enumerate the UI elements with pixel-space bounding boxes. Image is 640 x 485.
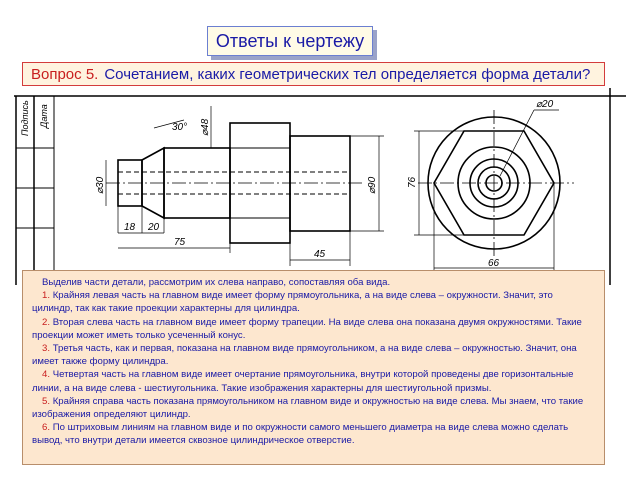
answer-item (32, 289, 596, 315)
answer-item-number: 4. (42, 369, 51, 381)
answer-item (32, 316, 596, 342)
answer-item-text: Крайняя левая часть на главном виде имеет форму прямоугольника, а на виде слева – окружности. Значит, это цилиндр, так как такие проекции характерны для цилиндра. (32, 290, 553, 315)
answer-item-text: По штриховым линиям на главном виде и по окружности самого меньшего диаметра на виде слева можно сделать вывод, что внутри детали имеется сквозное цилиндрическое отверстие. (32, 422, 569, 447)
answer-item-number: 3. (42, 343, 51, 355)
answer-item (32, 368, 596, 394)
dim-diameter-48: ⌀48 (200, 118, 211, 136)
dim-30-degrees: 30° (172, 122, 188, 133)
dim-diameter-90: ⌀90 (367, 176, 378, 194)
answer-item-text: Крайняя справа часть показана прямоугольником на главном виде и окружностью на виде слева. Мы знаем, что такие изображения определяют цилиндр. (32, 395, 584, 421)
answer-item (32, 421, 596, 447)
dim-width-76: 76 (407, 176, 418, 188)
answer-panel (22, 270, 605, 465)
page-title: Ответы к чертежу (215, 30, 365, 51)
dim-length-18: 18 (124, 222, 136, 233)
question-banner (22, 62, 605, 86)
answer-intro: Выделив части детали, рассмотрим их слева направо, сопоставляя оба вида. (42, 277, 391, 288)
question-text: Сочетанием, каких геометрических тел определяется форма детали? (104, 65, 591, 83)
title-box (207, 26, 373, 56)
answer-item (32, 342, 596, 368)
answer-item-text: Третья часть, как и первая, показана на главном виде прямоугольником, а на виде слева – окружностью. Значит, она имеет также форму цилиндра. (32, 343, 577, 368)
dim-diameter-20: ⌀20 (536, 99, 554, 110)
dim-width-66: 66 (488, 258, 500, 269)
answer-item-number: 6. (42, 422, 51, 434)
dim-length-20: 20 (148, 222, 160, 233)
answer-item-number: 5. (42, 395, 51, 407)
answer-item-text: Вторая слева часть на главном виде имеет форму трапеции. На виде слева она показана двумя окружностями. Такие проекции может иметь только усеченный конус. (32, 316, 582, 341)
answer-item-number: 1. (42, 290, 51, 302)
technical-drawing (14, 88, 626, 285)
answer-item (32, 395, 596, 421)
stamp-label-1: Подпись (20, 100, 30, 136)
dim-length-75: 75 (174, 237, 186, 248)
stamp-label-2: Дата (39, 104, 49, 128)
answer-item-number: 2. (42, 316, 51, 328)
answer-item-text: Четвертая часть на главном виде имеет очертание прямоугольника, внутри которой проведены две горизонтальные линии, а на виде слева - шестиугольника. Такие изображения характерны для шестиугольной призмы. (32, 369, 574, 394)
front-dimensions (106, 106, 384, 266)
dim-length-45: 45 (314, 249, 326, 260)
dim-diameter-30: ⌀30 (95, 176, 106, 194)
question-number: Вопрос 5. (31, 65, 99, 83)
